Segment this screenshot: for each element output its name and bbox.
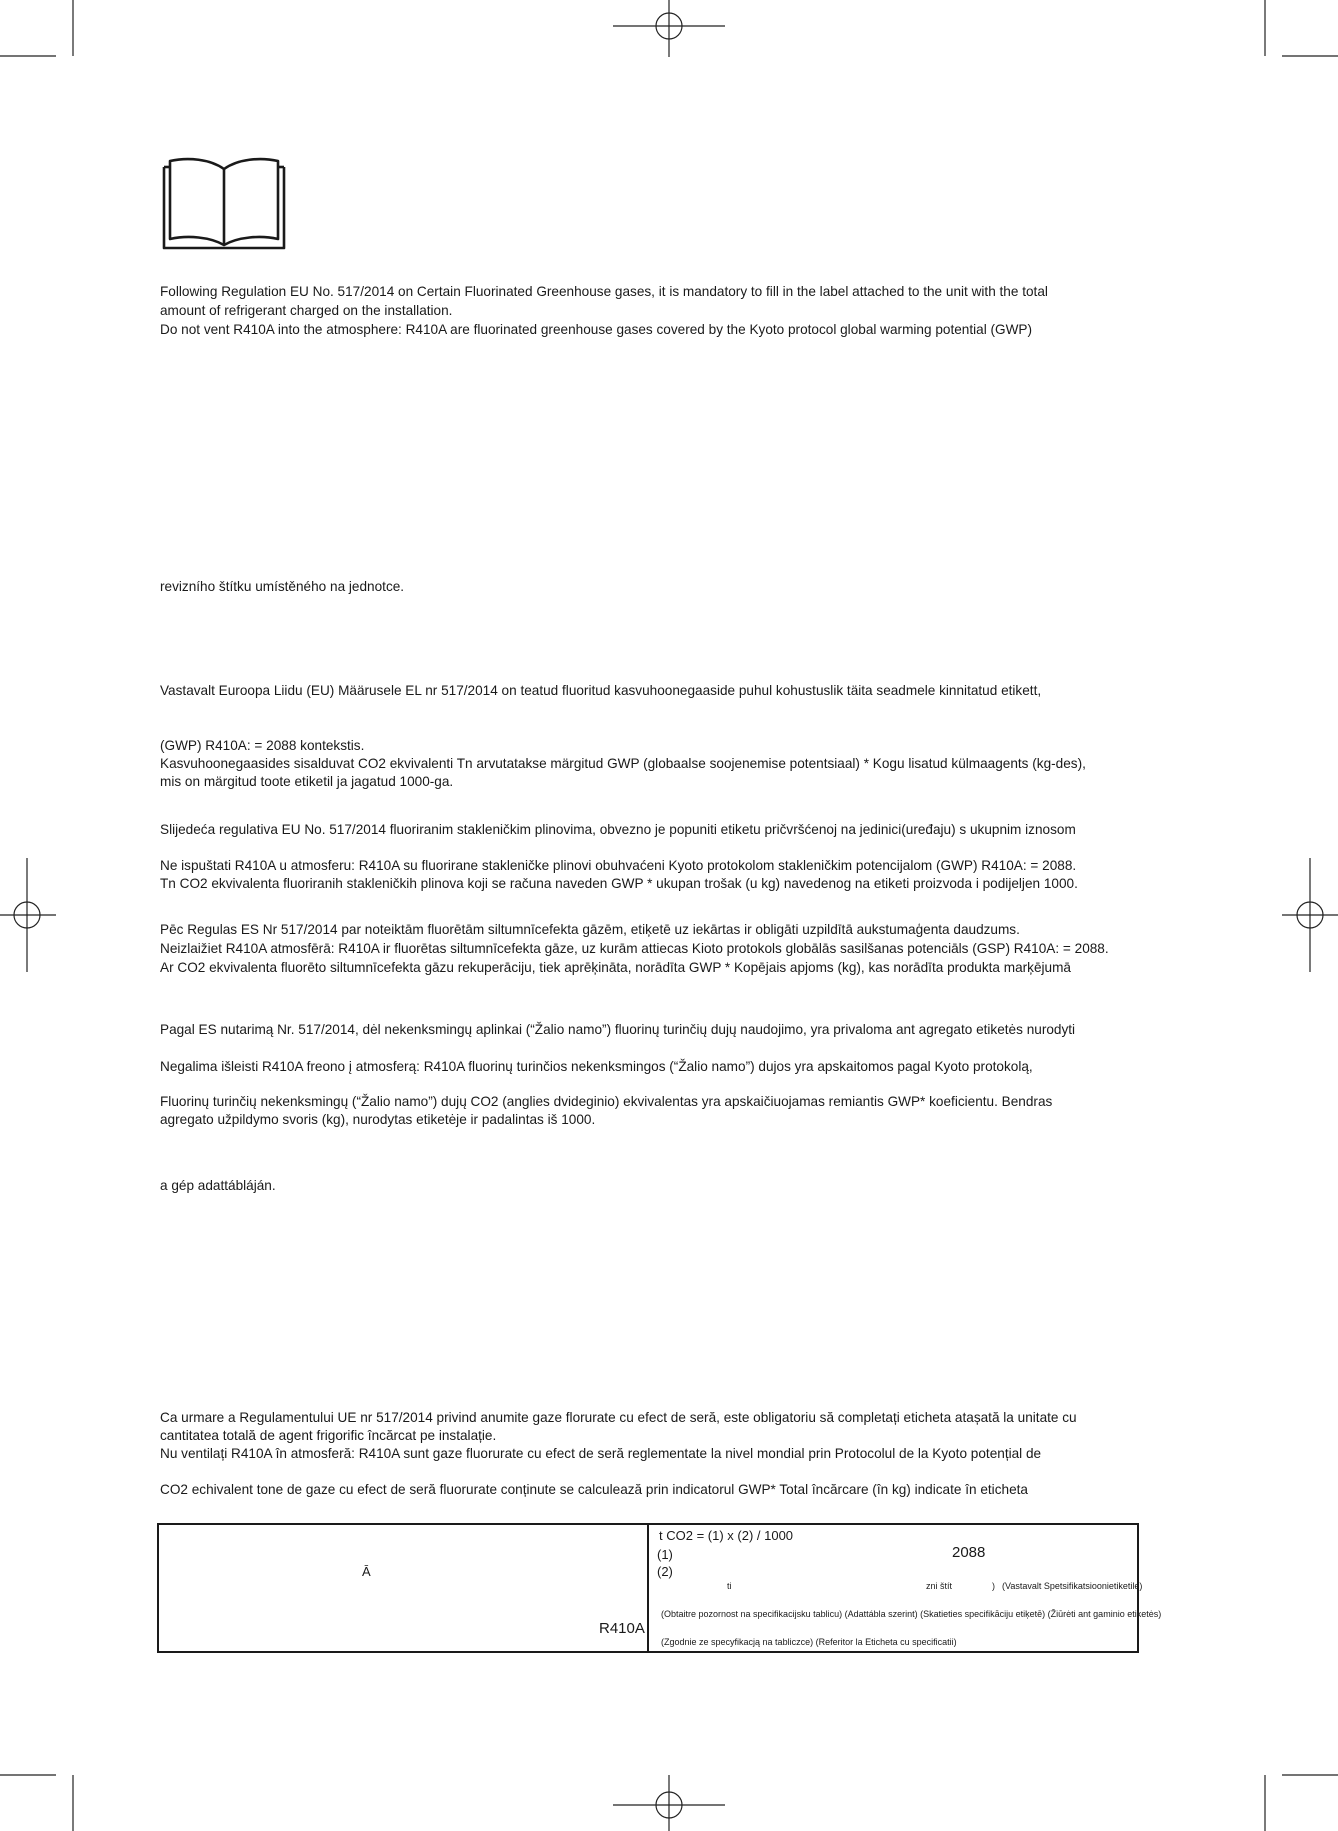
paragraph-lt-line: Negalima išleisti R410A freono į atmosferą: R410A fluorinų turinčios nekenksmingos (“Žalio namo”) dujos yra apskaitomos pagal Kyoto protokolą,: [160, 1059, 1033, 1074]
paragraph-ro-line: Nu ventilați R410A în atmosferă: R410A sunt gaze fluorurate cu efect de seră reglementate la nivel mondial prin Protocolul de la Kyoto potențial de: [160, 1446, 1042, 1461]
tco2-formula: t CO2 = (1) x (2) / 1000: [659, 1528, 794, 1543]
registration-mark-icon: [613, 0, 725, 57]
paragraph-ro-line: cantitatea totală de agent frigorific încărcat pe instalație.: [160, 1428, 497, 1443]
note-et: (Vastavalt Spetsifikatsioonietiketile): [1002, 1581, 1143, 1591]
paragraph-en-line: Following Regulation EU No. 517/2014 on Certain Fluorinated Greenhouse gases, it is mandatory to fill in the label attached to the unit with the total: [160, 284, 1048, 299]
paragraph-hr-line: Slijedeća regulativa EU No. 517/2014 fluoriranim stakleničkim plinovima, obvezno je popuniti etiketu pričvršćenoj na jedinici(uređaju) s ukupnim iznosom: [160, 822, 1076, 837]
paragraph-lt-line: Fluorinų turinčių nekenksmingų (“Žalio namo”) dujų CO2 (anglies dvideginio) ekvivalentas yra apskaičiuojamas remiantis GWP* koeficientu. Bendras: [160, 1094, 1053, 1109]
paragraph-ro-line: CO2 echivalent tone de gaze cu efect de seră fluorurate conținute se calculează prin indicatorul GWP* Total încărcare (în kg) indicate în eticheta: [160, 1482, 1028, 1497]
fragment-paren: ): [992, 1581, 995, 1591]
registration-mark-icon: [613, 1775, 725, 1831]
paragraph-lt-line: agregato užpildymo svoris (kg), nurodytas etiketėje ir padalintas iš 1000.: [160, 1112, 596, 1127]
registration-mark-icon: [1282, 858, 1338, 972]
paragraph-et-line: mis on märgitud toote etiketil ja jagatud 1000-ga.: [160, 774, 454, 789]
fragment-znistit: zni štít: [926, 1581, 953, 1591]
crop-mark-icon: [1265, 1775, 1338, 1831]
paragraph-hr-line: Tn CO2 ekvivalenta fluoriranih stakleničkih plinova koji se računa naveden GWP * ukupan trošak (u kg) navedenog na etiketi proizvoda i podijeljen 1000.: [160, 876, 1078, 891]
registration-mark-icon: [0, 858, 56, 972]
paragraph-en-line: Do not vent R410A into the atmosphere: R410A are fluorinated greenhouse gases covered by the Kyoto protocol global warming potential (GWP): [160, 322, 1033, 337]
row2-marker: (2): [657, 1564, 673, 1579]
paragraph-en-line: amount of refrigerant charged on the installation.: [160, 303, 453, 318]
row1-marker: (1): [657, 1547, 673, 1562]
note-line-2: (Zgodnie ze specyfikacją na tabliczce) (Referitor la Eticheta cu specificatii): [661, 1637, 957, 1647]
paragraph-ro-line: Ca urmare a Regulamentului UE nr 517/2014 privind anumite gaze florurate cu efect de seră, este obligatoriu să completați eticheta atașată la unitate cu: [160, 1410, 1077, 1425]
fragment-ti: ti: [727, 1581, 732, 1591]
paragraph-lv-line: Neizlaižiet R410A atmosfērā: R410A ir fluorētas siltumnīcefekta gāze, uz kurām attiecas Kioto protokols globālās sasilšanas potenciāls (GSP) R410A: = 2088.: [160, 941, 1109, 956]
label-box-divider: [647, 1525, 649, 1651]
gwp-value: 2088: [952, 1544, 986, 1561]
note-line-1: (Obtaitre pozornost na specifikacijsku tablicu) (Adattábla szerint) (Skatieties specifikāciju etiķetē) (Žiūrėti ant gaminio etiketės): [661, 1609, 1162, 1619]
paragraph-lt-line: Pagal ES nutarimą Nr. 517/2014, dėl nekenksmingų aplinkai (“Žalio namo”) fluorinų turinčių dujų naudojimo, yra privaloma ant agregato etiketės nurodyti: [160, 1022, 1076, 1037]
open-book-icon: [160, 155, 288, 250]
paragraph-hr-line: Ne ispuštati R410A u atmosferu: R410A su fluorirane stakleničke plinovi obuhvaćeni Kyoto protokolom stakleničkim potencijalom (GWP) R410A: = 2088.: [160, 858, 1077, 873]
crop-mark-icon: [0, 1775, 73, 1831]
paragraph-et-line: (GWP) R410A: = 2088 kontekstis.: [160, 738, 365, 753]
paragraph-lv-line: Ar CO2 ekvivalenta fluorēto siltumnīcefekta gāzu rekuperāciju, tiek aprēķināta, norādīta GWP * Kopējais apjoms (kg), kas norādīta produkta marķējumā: [160, 960, 1071, 975]
refrigerant-name: R410A: [599, 1620, 645, 1637]
crop-mark-icon: [0, 0, 73, 56]
paragraph-cs-line: revizního štítku umístěného na jednotce.: [160, 579, 405, 594]
label-left-char: Ā: [362, 1564, 371, 1579]
paragraph-et-line: Kasvuhoonegaasides sisalduvat CO2 ekvivalenti Tn arvutatakse märgitud GWP (globaalse soojenemise potentsiaal) * Kogu lisatud külmaagents (kg-des),: [160, 756, 1086, 771]
refrigerant-label-box: [157, 1523, 1162, 1653]
crop-mark-icon: [1265, 0, 1338, 56]
paragraph-et-line: Vastavalt Euroopa Liidu (EU) Määrusele EL nr 517/2014 on teatud fluoritud kasvuhoonegaaside puhul kohustuslik täita seadmele kinnitatud etikett,: [160, 683, 1042, 698]
paragraph-hu-line: a gép adattábláján.: [160, 1178, 276, 1193]
paragraph-lv-line: Pēc Regulas ES Nr 517/2014 par noteiktām fluorētām siltumnīcefekta gāzēm, etiķetē uz iekārtas ir obligāti uzpildītā aukstumaģenta daudzums.: [160, 922, 1020, 937]
